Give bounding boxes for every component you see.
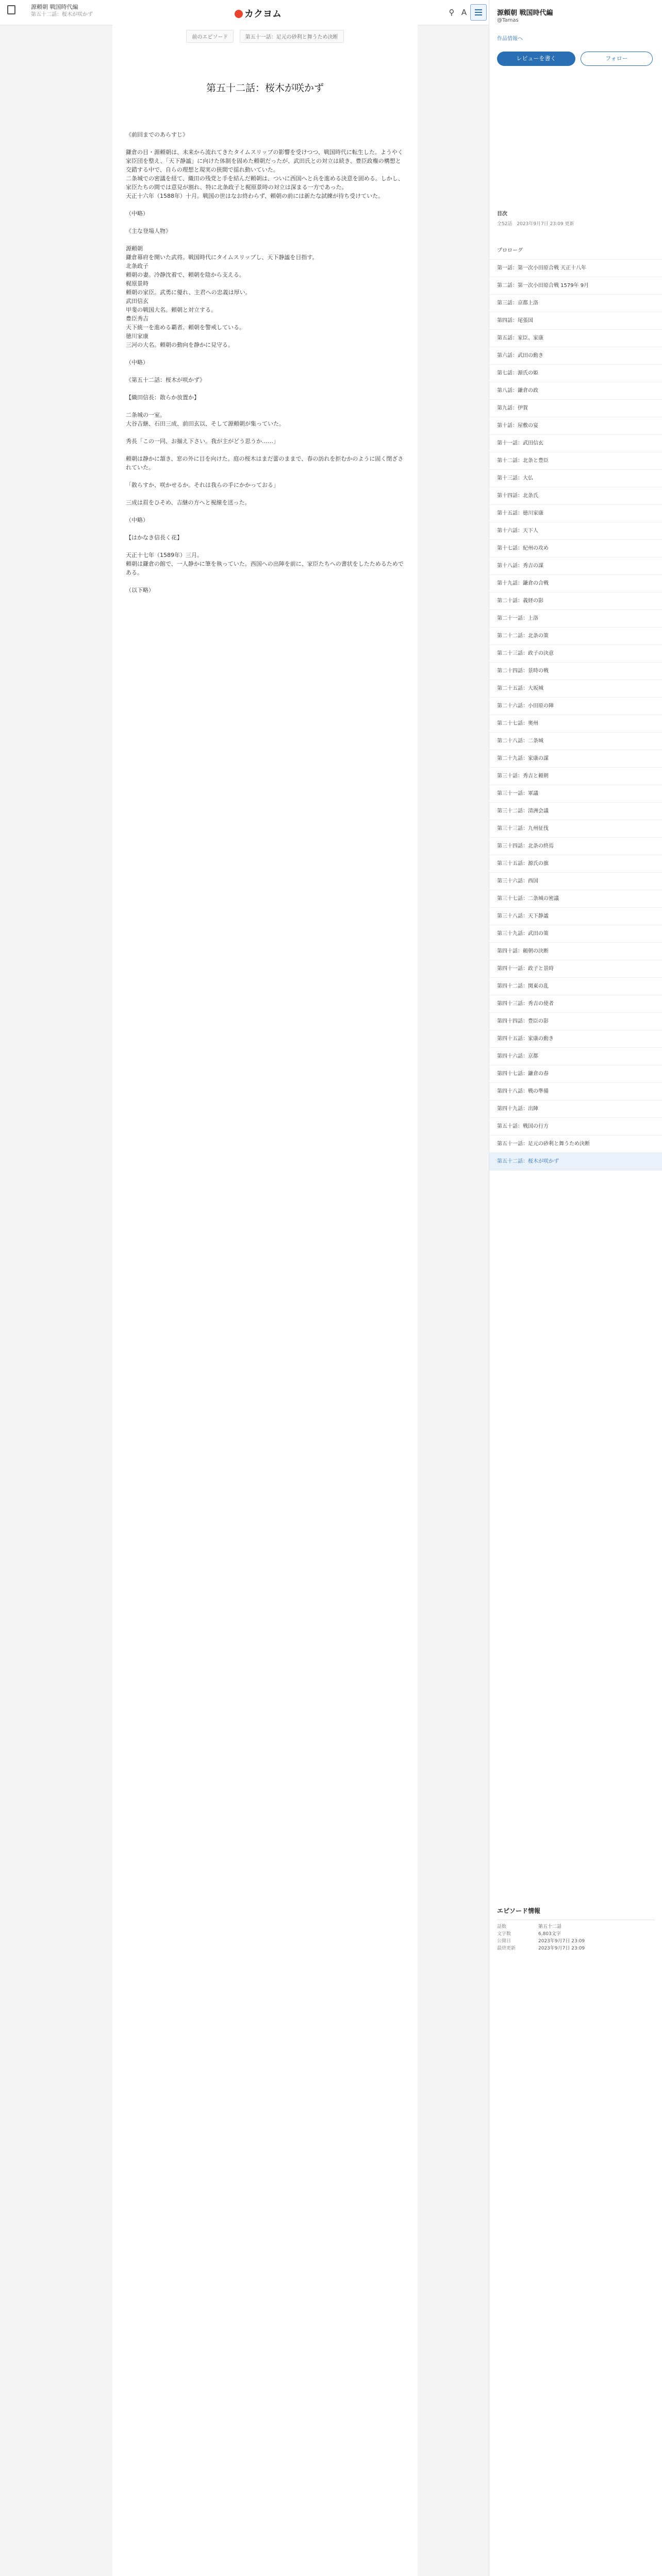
- toc-item[interactable]: 第二話：第一次小田原合戦 1579年 9月: [489, 277, 662, 295]
- toc-item[interactable]: 第三十五話：源氏の旗: [489, 855, 662, 873]
- info-row: [497, 1930, 655, 1938]
- toc-item[interactable]: 第五話：家臣、家康: [489, 330, 662, 347]
- toc-item[interactable]: 第二十九話：家康の謀: [489, 750, 662, 768]
- info-key: 最終更新: [497, 1946, 516, 1951]
- toc-item[interactable]: 第五十話：戦国の行方: [489, 1118, 662, 1136]
- toc-item[interactable]: 第二十五話：大坂城: [489, 680, 662, 698]
- toc-item[interactable]: 第十話：屋敷の宴: [489, 417, 662, 435]
- toc-item[interactable]: 第十四話：北条氏: [489, 487, 662, 505]
- toc-item[interactable]: 第四十三話：秀吉の使者: [489, 995, 662, 1013]
- info-row: [497, 1945, 655, 1952]
- toc-item[interactable]: 第四十七話：鎌倉の春: [489, 1065, 662, 1083]
- search-icon[interactable]: ⚲: [449, 8, 455, 17]
- toc-item[interactable]: プロローグ: [489, 242, 662, 260]
- toc-item[interactable]: 第十一話：武田信玄: [489, 435, 662, 452]
- toc-item[interactable]: 第三十九話：武田の策: [489, 925, 662, 943]
- toc-item[interactable]: 第三話：京都上洛: [489, 295, 662, 312]
- toc-item[interactable]: 第四十八話：戦の準備: [489, 1083, 662, 1100]
- font-size-icon[interactable]: A: [461, 8, 467, 17]
- toc-item[interactable]: 第三十話：秀吉と頼朝: [489, 768, 662, 785]
- toc-item[interactable]: 第二十四話：景時の戦: [489, 663, 662, 680]
- current-episode-crumb[interactable]: 第五十一話：足元の砂利と舞うため決断: [240, 30, 344, 43]
- logo-icon: [235, 10, 243, 18]
- toc-item[interactable]: 第二十八話：二条城: [489, 733, 662, 750]
- toc-item[interactable]: 第二十七話：奥州: [489, 715, 662, 733]
- table-of-contents: [489, 242, 662, 1171]
- episode-title: 第五十二話：桜木が咲かず: [206, 82, 324, 94]
- toc-item[interactable]: 第四話：尾張国: [489, 312, 662, 330]
- work-title-block[interactable]: [31, 3, 93, 19]
- toc-item[interactable]: 第四十六話：京都: [489, 1048, 662, 1065]
- toc-item[interactable]: 第五十一話：足元の砂利と舞うため決断: [489, 1136, 662, 1153]
- toc-item[interactable]: 第四十一話：政子と景時: [489, 960, 662, 978]
- toc-item[interactable]: 第十六話：天下人: [489, 522, 662, 540]
- info-key: 文字数: [497, 1931, 511, 1937]
- episode-info-title: エピソード情報: [497, 1907, 541, 1914]
- toc-item[interactable]: 第十七話：紀州の攻め: [489, 540, 662, 557]
- info-value: 2023年9月7日 23:09: [538, 1939, 585, 1944]
- toc-item[interactable]: 第一話：第一次小田原合戦 天正十八年: [489, 260, 662, 277]
- site-logo[interactable]: カクヨム: [235, 7, 282, 20]
- info-key: 話数: [497, 1924, 507, 1929]
- author-name[interactable]: @Tamas: [497, 18, 519, 23]
- toc-item[interactable]: 第十二話：北条と豊臣: [489, 452, 662, 470]
- toc-item[interactable]: 第二十一話：上洛: [489, 610, 662, 628]
- toc-label: 目次: [497, 211, 507, 217]
- episode-info: [497, 1920, 655, 1952]
- info-value: 6,803文字: [538, 1931, 561, 1937]
- info-key: 公開日: [497, 1939, 511, 1944]
- toc-item[interactable]: 第二十話：義経の影: [489, 592, 662, 610]
- toc-item[interactable]: 第二十三話：政子の決意: [489, 645, 662, 663]
- toc-item[interactable]: 第三十八話：天下静謐: [489, 908, 662, 925]
- toc-item[interactable]: 第二十二話：北条の策: [489, 628, 662, 645]
- toc-item[interactable]: 第四十話：頼朝の決断: [489, 943, 662, 960]
- work-info-link[interactable]: 作品情報へ: [497, 36, 523, 42]
- menu-icon: [475, 9, 482, 10]
- toc-item[interactable]: 第四十五話：家康の動き: [489, 1030, 662, 1048]
- toc-item[interactable]: 第三十三話：九州征伐: [489, 820, 662, 838]
- episode-main: [112, 25, 418, 2576]
- info-value: 2023年9月7日 23:09: [538, 1946, 585, 1951]
- sidebar: [489, 0, 662, 2576]
- toc-item[interactable]: 第三十六話：西国: [489, 873, 662, 890]
- info-row: [497, 1923, 655, 1930]
- toc-item[interactable]: 第四十二話：関東の乱: [489, 978, 662, 995]
- toc-item[interactable]: 第三十一話：軍議: [489, 785, 662, 803]
- toc-item[interactable]: 第二十六話：小田原の陣: [489, 698, 662, 715]
- work-title: 源頼朝 戦国時代編: [31, 4, 78, 10]
- toc-item[interactable]: 第六話：武田の動き: [489, 347, 662, 365]
- sidebar-work-title[interactable]: 源頼朝 戦国時代編: [497, 9, 553, 17]
- breadcrumb: [112, 30, 418, 45]
- toc-item[interactable]: 第三十七話：二条城の密議: [489, 890, 662, 908]
- prev-episode-link[interactable]: 前のエピソード: [186, 30, 234, 43]
- toc-item[interactable]: 第五十二話：桜木が咲かず: [489, 1153, 662, 1171]
- toc-item[interactable]: 第七話：源氏の姫: [489, 365, 662, 382]
- menu-button[interactable]: [470, 4, 487, 21]
- episode-subtitle: 第五十二話：桜木が咲かず: [31, 12, 93, 18]
- follow-button[interactable]: フォロー: [581, 52, 653, 66]
- toc-item[interactable]: 第三十二話：清洲会議: [489, 803, 662, 820]
- toc-item[interactable]: 第八話：鎌倉の政: [489, 382, 662, 400]
- toc-item[interactable]: 第十五話：徳川家康: [489, 505, 662, 522]
- toc-item[interactable]: 第三十四話：北条の終焉: [489, 838, 662, 855]
- info-row: [497, 1938, 655, 1945]
- toc-meta: 全52話 2023年9月7日 23:09 更新: [497, 222, 574, 227]
- toc-item[interactable]: 第四十四話：豊臣の影: [489, 1013, 662, 1030]
- toc-item[interactable]: 第十八話：秀吉の謀: [489, 557, 662, 575]
- toc-item[interactable]: 第四十九話：出陣: [489, 1100, 662, 1118]
- info-value: 第五十二話: [538, 1924, 562, 1929]
- episode-body: 《前回までのあらすじ》 鎌倉の目・源頼朝は、未来から流れてきたタイムスリップの影響を受けつつ、戦国時代に転生した。ようやく家臣団を整え、「天下静謐」に向けた体制を固めた頼朝だったが、武田氏との対立は続き、豊臣政権の構想と交錯する中で、自らの理想と現実の狭間で揺れ動いていた。 二条城での密議を経て、織田の残党と手を結んだ頼朝は、ついに西国へと兵を進める決意を固める。しかし、家臣たちの間では意見が割れ、特に北条政子と梶原景時の対立は深まる一方であった。 天正十六年（1588年）十月。戦国の世はなお終わらず、頼朝の前には新たな試練が待ち受けていた。 （中略） 《主な登場人物》 源頼朝 鎌倉幕府を開いた武将。戦国時代にタイムスリップし、天下静謐を目指す。 北条政子 頼朝の妻。冷静沈着で、頼朝を陰から支える。 梶原景時 頼朝の家臣。武勇に優れ、主君への忠義は厚い。 武田信玄 甲斐の戦国大名。頼朝と対立する。 豊臣秀吉 天下統一を進める覇者。頼朝を警戒している。 徳川家康 三河の大名。頼朝の動向を静かに見守る。 （中略） 《第五十二話：桜木が咲かず》 【織田信長：散らか放置か】 二条城の一室。 大谷吉継、石田三成、前田玄以、そして源頼朝が集っていた。 秀長「この一同、お揃え下さい。我が主がどう思うか……」 頼朝は静かに頷き、窓の外に目を向けた。庭の桜木はまだ蕾のままで、春の訪れを拒むかのように固く閉ざされていた。 「散らすか、咲かせるか。それは我らの手にかかっておる」 三成は眉をひそめ、吉継の方へと視線を送った。 （中略） 【はかなき信長く花】 天正十七年（1589年）三月。 頼朝は鎌倉の館で、一人静かに筆を執っていた。西国への出陣を前に、家臣たちへの書状をしたためるためである。 （以下略）: [126, 131, 404, 594]
- review-button[interactable]: レビューを書く: [497, 52, 575, 66]
- toc-item[interactable]: 第十三話：大仏: [489, 470, 662, 487]
- book-icon: [7, 5, 15, 14]
- toc-item[interactable]: 第九話：伊賀: [489, 400, 662, 417]
- toc-item[interactable]: 第十九話：鎌倉の合戦: [489, 575, 662, 592]
